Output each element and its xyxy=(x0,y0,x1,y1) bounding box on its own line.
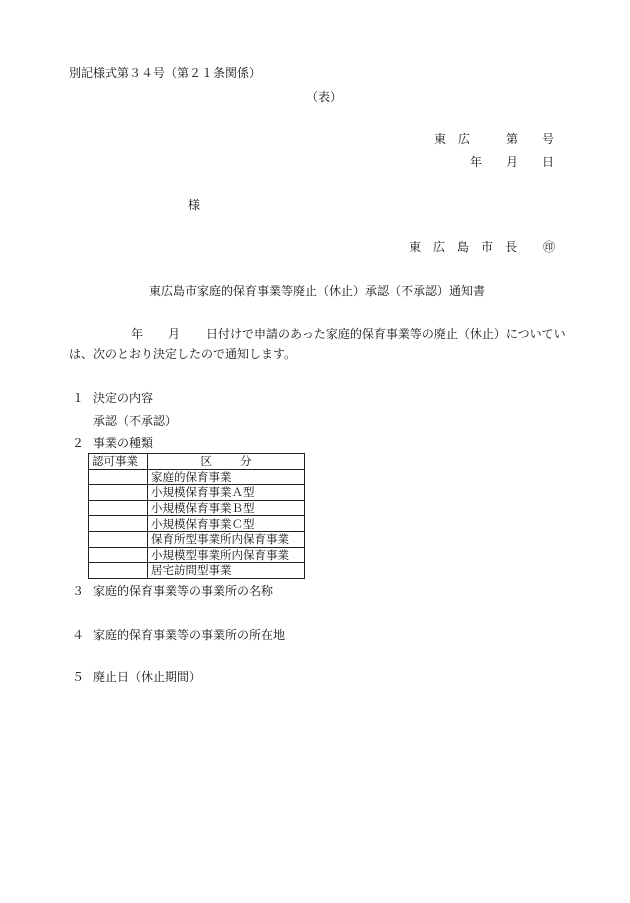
section-label: 家庭的保育事業等の事業所の名称 xyxy=(93,584,274,598)
issuer-name: 東 広 島 市 長 xyxy=(409,240,518,254)
date-year: 年 xyxy=(470,155,483,169)
table-row xyxy=(89,485,305,501)
business-type-table xyxy=(88,453,305,579)
section-number: ４ xyxy=(72,628,85,642)
doc-number-org: 東 広 xyxy=(434,132,471,146)
table-cell-check xyxy=(89,531,148,547)
body-line1-rest: 日付けで申請のあった家庭的保育事業等の廃止（休止）についてい xyxy=(206,327,566,341)
table-cell-check xyxy=(89,563,148,579)
table-cell: 家庭的保育事業 xyxy=(148,469,305,485)
body-year: 年 xyxy=(131,327,144,341)
table-cell-check xyxy=(89,500,148,516)
seal-mark: ㊞ xyxy=(543,240,556,254)
table-header-row xyxy=(89,454,305,470)
table-header-cell: 認可事業 xyxy=(89,454,148,470)
section-label: 家庭的保育事業等の事業所の所在地 xyxy=(93,628,286,642)
table-row xyxy=(89,500,305,516)
table-cell: 小規模型事業所内保育事業 xyxy=(148,547,305,563)
table-cell-check xyxy=(89,469,148,485)
side-label: （表） xyxy=(306,90,343,104)
doc-number-dai: 第 xyxy=(506,132,519,146)
section-number: ２ xyxy=(72,436,85,450)
header-ku: 区 xyxy=(200,454,212,469)
section-label: 廃止日（休止期間） xyxy=(93,670,202,684)
table-row xyxy=(89,531,305,547)
table-row xyxy=(89,563,305,579)
date-month: 月 xyxy=(506,155,519,169)
form-label: 別記様式第３４号（第２１条関係） xyxy=(69,66,262,80)
table-cell: 小規模保育事業Ａ型 xyxy=(148,485,305,501)
table-cell-check xyxy=(89,516,148,532)
table-cell-check xyxy=(89,547,148,563)
section-label: 決定の内容 xyxy=(93,391,154,405)
table-row xyxy=(89,516,305,532)
table-cell: 小規模保育事業Ｂ型 xyxy=(148,500,305,516)
header-bun: 分 xyxy=(240,454,252,469)
recipient-suffix: 様 xyxy=(188,198,201,212)
decision-value: 承認（不承認） xyxy=(93,414,178,428)
section-number: ５ xyxy=(72,670,85,684)
table-cell: 保育所型事業所内保育事業 xyxy=(148,531,305,547)
document-title: 東広島市家庭的保育事業等廃止（休止）承認（不承認）通知書 xyxy=(149,284,486,298)
table-row xyxy=(89,469,305,485)
table-cell-check xyxy=(89,485,148,501)
section-number: １ xyxy=(72,391,85,405)
body-month: 月 xyxy=(168,327,181,341)
body-line2: は、次のとおり決定したので通知します。 xyxy=(69,347,297,361)
date-day: 日 xyxy=(542,155,555,169)
table-cell: 居宅訪問型事業 xyxy=(148,563,305,579)
table-row xyxy=(89,547,305,563)
section-number: ３ xyxy=(72,584,85,598)
doc-number-go: 号 xyxy=(542,132,555,146)
section-label: 事業の種類 xyxy=(93,436,154,450)
table-cell: 小規模保育事業Ｃ型 xyxy=(148,516,305,532)
table-header-cell xyxy=(148,454,305,470)
